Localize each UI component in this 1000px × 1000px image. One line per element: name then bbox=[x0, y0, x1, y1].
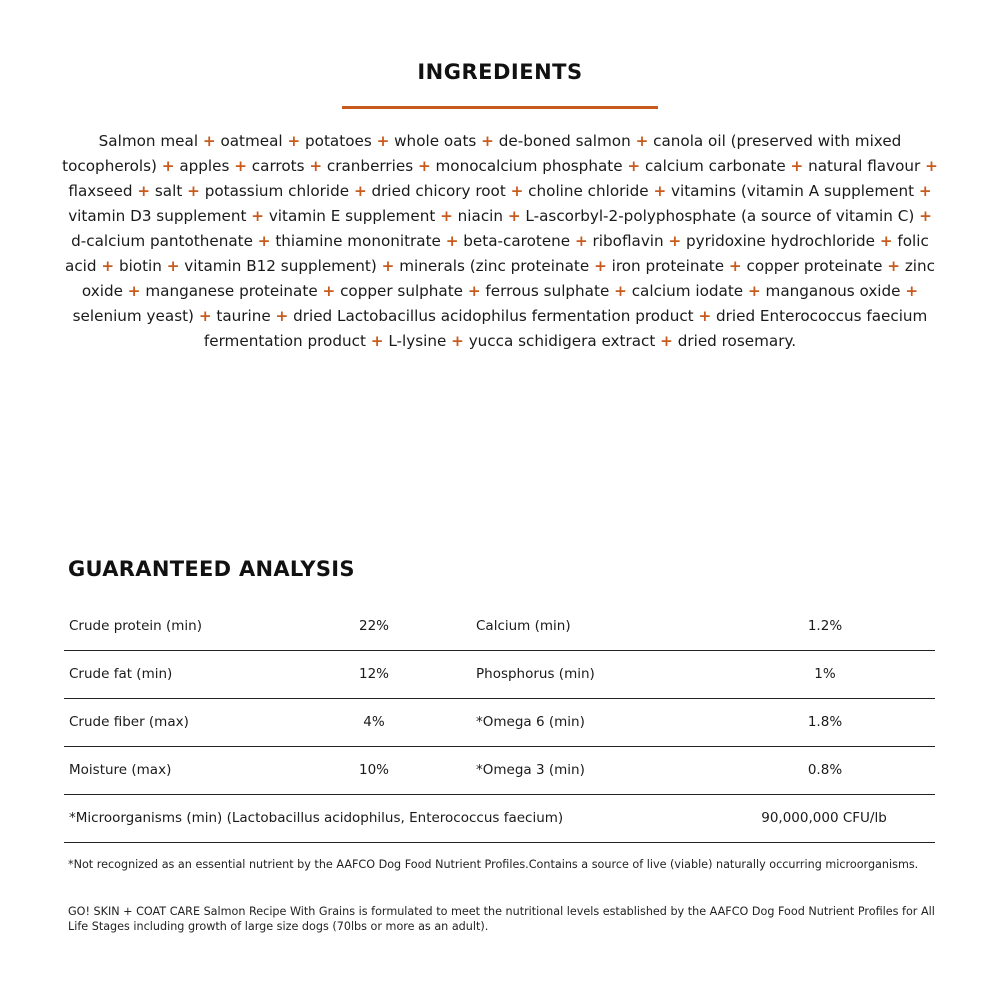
ingredient-item: selenium yeast) bbox=[72, 307, 194, 325]
separator-plus-icon: + bbox=[627, 157, 641, 175]
ingredient-item: folic acid bbox=[65, 232, 929, 275]
separator-plus-icon: + bbox=[887, 257, 900, 275]
nutrient-value: 0.8% bbox=[807, 762, 843, 778]
separator-plus-icon: + bbox=[698, 307, 712, 325]
separator-plus-icon: + bbox=[668, 232, 682, 250]
ingredient-item: canola oil (preserved with mixed tocopherols) bbox=[62, 132, 902, 175]
ingredient-item: manganous oxide bbox=[765, 282, 901, 300]
separator-plus-icon: + bbox=[728, 257, 742, 275]
separator-plus-icon: + bbox=[376, 132, 390, 150]
table-row bbox=[64, 747, 935, 795]
separator-plus-icon: + bbox=[287, 132, 301, 150]
nutrient-value: 90,000,000 CFU/lb bbox=[761, 810, 887, 826]
ingredient-item: cranberries bbox=[326, 157, 414, 175]
nutrient-name: *Microorganisms (min) (Lactobacillus acidophilus, Enterococcus faecium) bbox=[69, 810, 564, 826]
ingredients-list bbox=[60, 129, 940, 354]
ingredient-item: d-calcium pantothenate bbox=[71, 232, 253, 250]
nutrient-name: Moisture (max) bbox=[69, 762, 172, 778]
ingredient-item: zinc oxide bbox=[81, 257, 935, 300]
nutrient-value: 22% bbox=[358, 618, 389, 634]
separator-plus-icon: + bbox=[137, 182, 151, 200]
nutrient-name: *Omega 3 (min) bbox=[476, 762, 585, 778]
separator-plus-icon: + bbox=[370, 332, 384, 350]
separator-plus-icon: + bbox=[660, 332, 673, 350]
ingredient-item: dried rosemary. bbox=[677, 332, 797, 350]
nutrient-name: Phosphorus (min) bbox=[476, 666, 595, 682]
ingredient-item: copper sulphate bbox=[340, 282, 464, 300]
separator-plus-icon: + bbox=[747, 282, 761, 300]
separator-plus-icon: + bbox=[790, 157, 804, 175]
ingredient-item: copper proteinate bbox=[746, 257, 883, 275]
nutrient-value: 1.2% bbox=[807, 618, 843, 634]
ingredient-item: L-lysine bbox=[388, 332, 447, 350]
separator-plus-icon: + bbox=[251, 207, 264, 225]
ingredient-item: riboflavin bbox=[592, 232, 664, 250]
separator-plus-icon: + bbox=[275, 307, 289, 325]
ingredient-item: manganese proteinate bbox=[145, 282, 318, 300]
ingredient-item: salt bbox=[154, 182, 183, 200]
table-row bbox=[64, 603, 935, 651]
separator-plus-icon: + bbox=[879, 232, 893, 250]
nutrient-name: Crude protein (min) bbox=[69, 618, 202, 634]
ingredients-title: INGREDIENTS bbox=[417, 60, 583, 84]
ingredient-item: vitamin D3 supplement bbox=[68, 207, 247, 225]
separator-plus-icon: + bbox=[309, 157, 323, 175]
ingredient-item: vitamin B12 supplement) bbox=[184, 257, 377, 275]
ingredient-item: whole oats bbox=[394, 132, 477, 150]
separator-plus-icon: + bbox=[166, 257, 180, 275]
separator-plus-icon: + bbox=[234, 157, 247, 175]
ingredient-item: choline chloride bbox=[528, 182, 649, 200]
table-row-microorganisms bbox=[64, 795, 935, 843]
separator-plus-icon: + bbox=[198, 307, 212, 325]
ingredient-item: beta-carotene bbox=[463, 232, 571, 250]
ingredient-item: pyridoxine hydrochloride bbox=[686, 232, 876, 250]
ingredient-item: dried Lactobacillus acidophilus fermentation product bbox=[293, 307, 694, 325]
footnote: *Not recognized as an essential nutrient by the AAFCO Dog Food Nutrient Profiles.Contains a source of live (viable) naturally occurring microorganisms. bbox=[68, 858, 919, 871]
ingredient-item: de-boned salmon bbox=[498, 132, 631, 150]
ingredient-item: monocalcium phosphate bbox=[435, 157, 623, 175]
ingredient-item: natural flavour bbox=[808, 157, 921, 175]
separator-plus-icon: + bbox=[467, 282, 481, 300]
guaranteed-analysis-title: GUARANTEED ANALYSIS bbox=[68, 557, 355, 581]
separator-plus-icon: + bbox=[187, 182, 200, 200]
ingredient-item: thiamine mononitrate bbox=[275, 232, 441, 250]
ingredient-item: minerals (zinc proteinate bbox=[399, 257, 590, 275]
table-row bbox=[64, 699, 935, 747]
ingredient-item: apples bbox=[179, 157, 230, 175]
ingredient-item: dried Enterococcus faecium fermentation product bbox=[203, 307, 928, 350]
separator-plus-icon: + bbox=[905, 282, 919, 300]
ingredients-title-underline bbox=[342, 106, 658, 109]
separator-plus-icon: + bbox=[440, 207, 453, 225]
ingredient-item: niacin bbox=[457, 207, 504, 225]
separator-plus-icon: + bbox=[614, 282, 627, 300]
ingredient-item: potatoes bbox=[305, 132, 372, 150]
ingredient-item: vitamin E supplement bbox=[268, 207, 436, 225]
separator-plus-icon: + bbox=[574, 232, 588, 250]
ingredient-item: L-ascorbyl-2-polyphosphate (a source of vitamin C) bbox=[525, 207, 915, 225]
separator-plus-icon: + bbox=[322, 282, 336, 300]
separator-plus-icon: + bbox=[101, 257, 115, 275]
nutrient-value: 1% bbox=[814, 666, 836, 682]
ingredient-item: carrots bbox=[251, 157, 305, 175]
nutrient-name: Crude fiber (max) bbox=[69, 714, 189, 730]
ingredient-item: oatmeal bbox=[220, 132, 283, 150]
separator-plus-icon: + bbox=[417, 157, 431, 175]
separator-plus-icon: + bbox=[257, 232, 271, 250]
ingredient-item: taurine bbox=[216, 307, 271, 325]
ingredient-item: yucca schidigera extract bbox=[468, 332, 656, 350]
separator-plus-icon: + bbox=[507, 207, 521, 225]
ingredient-item: dried chicory root bbox=[371, 182, 506, 200]
separator-plus-icon: + bbox=[510, 182, 524, 200]
separator-plus-icon: + bbox=[353, 182, 367, 200]
ingredient-item: ferrous sulphate bbox=[485, 282, 610, 300]
nutrient-name: *Omega 6 (min) bbox=[476, 714, 585, 730]
separator-plus-icon: + bbox=[653, 182, 667, 200]
separator-plus-icon: + bbox=[451, 332, 464, 350]
aafco-statement: GO! SKIN + COAT CARE Salmon Recipe With Grains is formulated to meet the nutritional levels established by the AAFCO Dog Food Nutrient Profiles for All Life Stages including growth of large size dogs (70lbs or more as an adult). bbox=[68, 905, 935, 933]
separator-plus-icon: + bbox=[481, 132, 494, 150]
separator-plus-icon: + bbox=[918, 182, 932, 200]
ingredient-item: vitamins (vitamin A supplement bbox=[671, 182, 915, 200]
separator-plus-icon: + bbox=[127, 282, 141, 300]
separator-plus-icon: + bbox=[919, 207, 932, 225]
nutrient-value: 10% bbox=[358, 762, 389, 778]
separator-plus-icon: + bbox=[925, 157, 938, 175]
ingredient-item: Salmon meal bbox=[98, 132, 199, 150]
nutrient-value: 4% bbox=[363, 714, 385, 730]
nutrient-name: Calcium (min) bbox=[476, 618, 571, 634]
nutrient-value: 1.8% bbox=[807, 714, 843, 730]
separator-plus-icon: + bbox=[445, 232, 459, 250]
table-row bbox=[64, 651, 935, 699]
guaranteed-analysis-table bbox=[64, 603, 935, 843]
separator-plus-icon: + bbox=[381, 257, 395, 275]
ingredient-item: calcium carbonate bbox=[644, 157, 786, 175]
ingredient-item: calcium iodate bbox=[631, 282, 744, 300]
nutrient-name: Crude fat (min) bbox=[69, 666, 173, 682]
ingredient-item: iron proteinate bbox=[611, 257, 725, 275]
separator-plus-icon: + bbox=[635, 132, 649, 150]
nutrient-value: 12% bbox=[358, 666, 389, 682]
ingredient-item: biotin bbox=[118, 257, 162, 275]
ingredient-item: potassium chloride bbox=[204, 182, 350, 200]
separator-plus-icon: + bbox=[202, 132, 216, 150]
ingredient-item: flaxseed bbox=[68, 182, 133, 200]
separator-plus-icon: + bbox=[594, 257, 607, 275]
separator-plus-icon: + bbox=[161, 157, 175, 175]
